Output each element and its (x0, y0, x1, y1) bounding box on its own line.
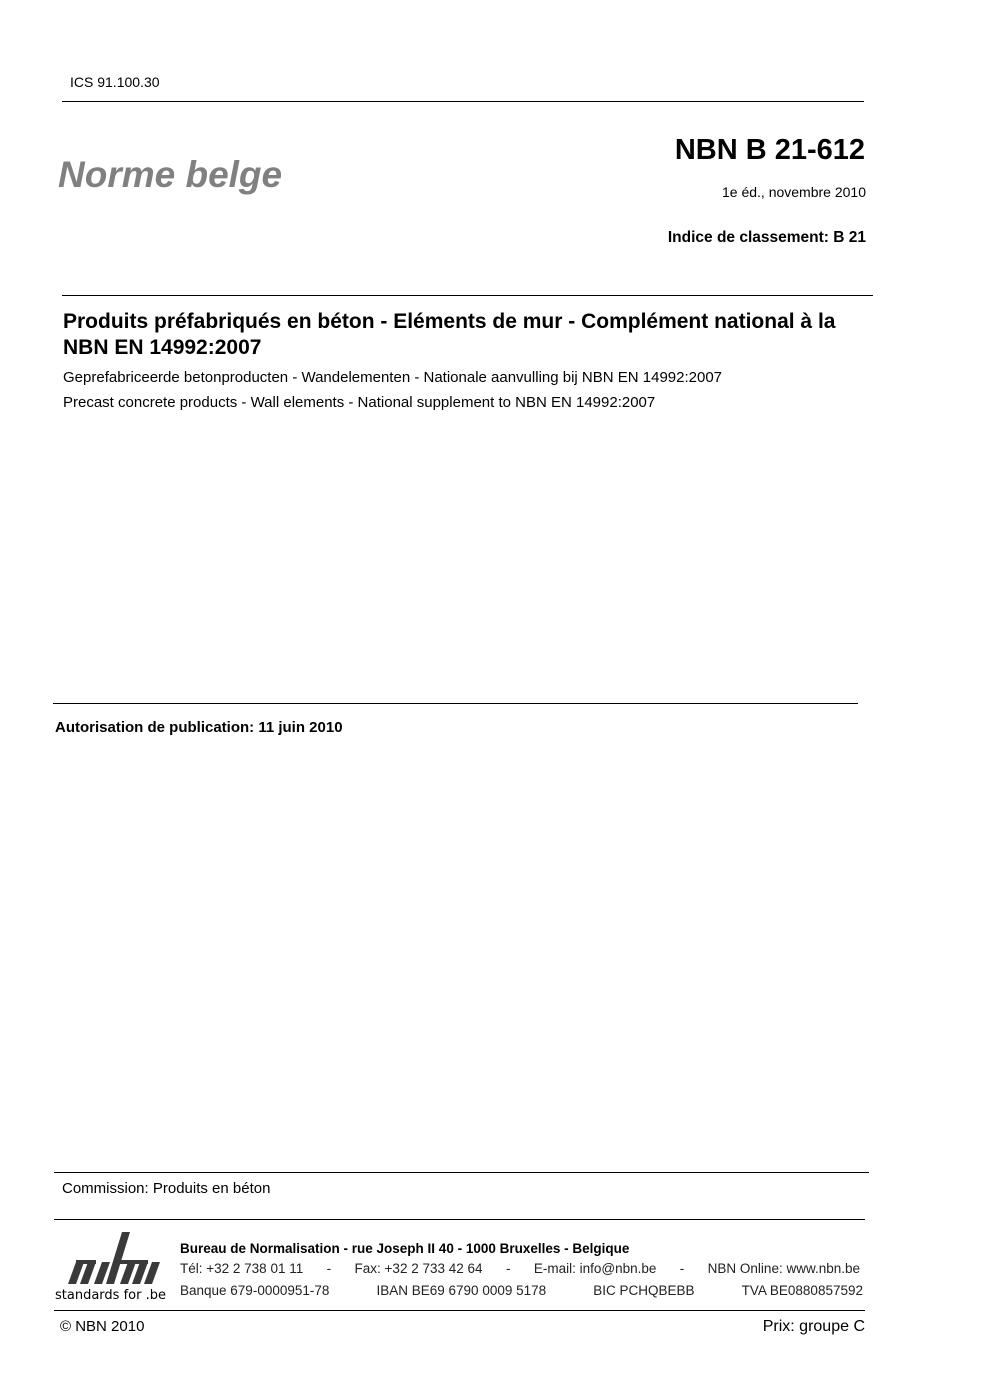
vat-number: TVA BE0880857592 (741, 1283, 863, 1298)
title-french: Produits préfabriqués en béton - Eléments de mur - Complément national à la NBN EN 14992:2007 (63, 310, 836, 359)
separator: - (326, 1261, 332, 1276)
title-english: Precast concrete products - Wall elements - National supplement to NBN EN 14992:2007 (63, 394, 656, 411)
header-rule (62, 101, 864, 102)
nbn-bank-line (180, 1283, 863, 1298)
nbn-contact-line (180, 1261, 860, 1276)
commission-rule (54, 1172, 869, 1173)
ics-code: ICS 91.100.30 (70, 74, 160, 90)
nbn-address: Bureau de Normalisation - rue Joseph II 40 - 1000 Bruxelles - Belgique (180, 1241, 630, 1256)
commission-text: Commission: Produits en béton (62, 1180, 271, 1197)
copyright: © NBN 2010 (60, 1318, 145, 1335)
norme-label: Norme belge (58, 154, 283, 195)
iban: IBAN BE69 6790 0009 5178 (376, 1283, 547, 1298)
title-rule (62, 295, 873, 296)
separator: - (679, 1261, 685, 1276)
bottom-rule (54, 1310, 865, 1311)
website: NBN Online: www.nbn.be (707, 1261, 860, 1276)
edition-text: 1e éd., novembre 2010 (722, 184, 866, 200)
logo-tagline: standards for .be (55, 1288, 166, 1303)
phone-number: Tél: +32 2 738 01 11 (180, 1261, 304, 1276)
email-address: E-mail: info@nbn.be (533, 1261, 657, 1276)
title-dutch: Geprefabriceerde betonproducten - Wandelementen - Nationale aanvulling bij NBN EN 14992:2007 (63, 369, 723, 386)
publication-authorization: Autorisation de publication: 11 juin 2010 (55, 719, 343, 736)
price-group: Prix: groupe C (762, 1318, 865, 1335)
standard-number: NBN B 21-612 (674, 134, 865, 166)
classification-index: Indice de classement: B 21 (667, 229, 866, 246)
bic: BIC PCHQBEBB (593, 1283, 695, 1298)
bank-account: Banque 679-0000951-78 (180, 1283, 330, 1298)
footer-rule (54, 1219, 865, 1220)
separator: - (505, 1261, 511, 1276)
fax-number: Fax: +32 2 733 42 64 (354, 1261, 483, 1276)
authorization-rule (53, 703, 858, 704)
